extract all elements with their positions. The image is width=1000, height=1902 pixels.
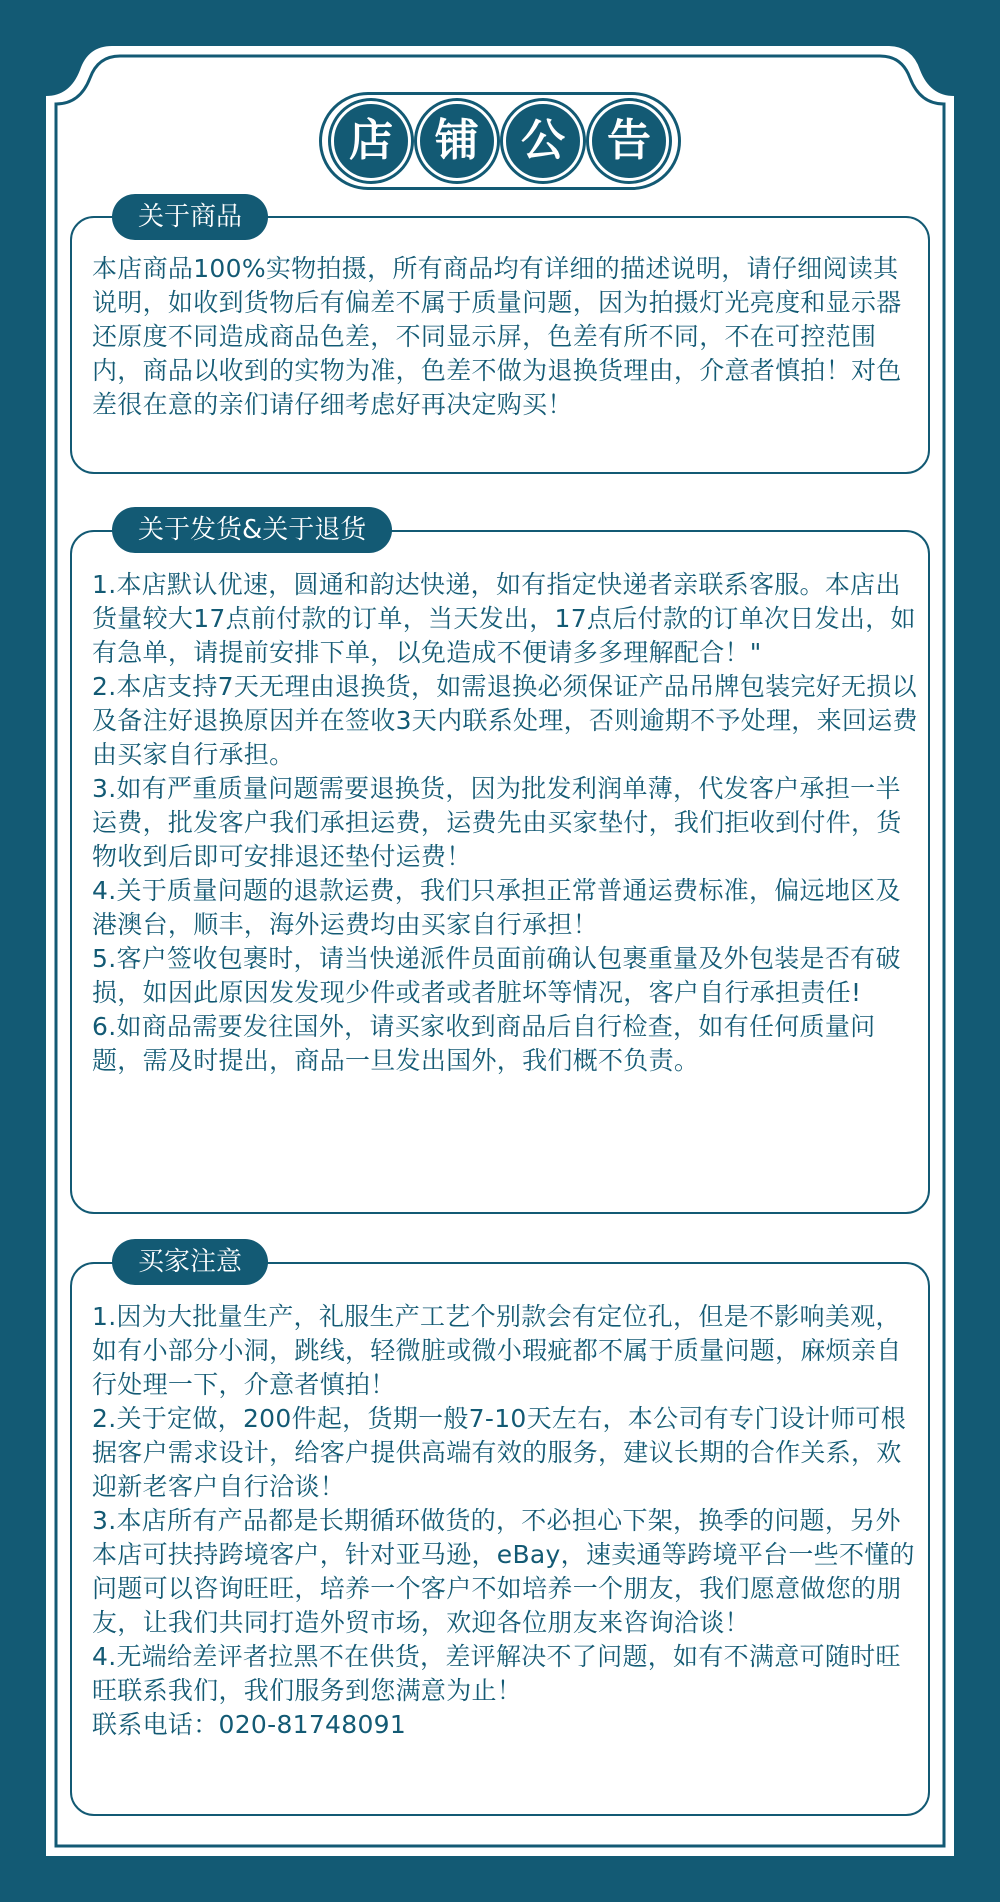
title-badge-group — [319, 92, 681, 190]
section-shipping-tab: 关于发货&关于退货 — [112, 507, 392, 553]
paragraph: 1.因为大批量生产，礼服生产工艺个别款会有定位孔，但是不影响美观，如有小部分小洞，跳线，轻微脏或微小瑕疵都不属于质量问题，麻烦亲自行处理一下，介意者慎拍！ — [92, 1302, 902, 1399]
section-product-text — [92, 252, 920, 422]
contact-phone: 联系电话：020-81748091 — [92, 1710, 407, 1739]
paragraph: 5.客户签收包裹时，请当快递派件员面前确认包裹重量及外包装是否有破损，如因此原因发发现少件或者或者脏坏等情况，客户自行承担责任! — [92, 944, 901, 1007]
title-char: 铺 — [417, 101, 497, 181]
section-buyer-tab: 买家注意 — [112, 1239, 268, 1285]
paragraph: 2.关于定做，200件起，货期一般7-10天左右，本公司有专门设计师可根据客户需求设计，给客户提供高端有效的服务，建议长期的合作关系，欢迎新老客户自行洽谈！ — [92, 1404, 907, 1501]
paragraph: 3.本店所有产品都是长期循环做货的，不必担心下架，换季的问题，另外本店可扶持跨境客户，针对亚马逊，eBay，速卖通等跨境平台一些不懂的问题可以咨询旺旺，培养一个客户不如培养一个朋友，我们愿意做您的朋友，让我们共同打造外贸市场，欢迎各位朋友来咨询洽谈！ — [92, 1506, 915, 1637]
title-char: 店 — [331, 101, 411, 181]
paragraph: 1.本店默认优速，圆通和韵达快递，如有指定快递者亲联系客服。本店出货量较大17点前付款的订单，当天发出，17点后付款的订单次日发出，如有急单，请提前安排下单，以免造成不便请多多理解配合！" — [92, 570, 916, 667]
paragraph: 3.如有严重质量问题需要退换货，因为批发利润单薄，代发客户承担一半运费，批发客户我们承担运费，运费先由买家垫付，我们拒收到付件，货物收到后即可安排退还垫付运费！ — [92, 774, 902, 871]
paragraph: 2.本店支持7天无理由退换货，如需退换必须保证产品吊牌包装完好无损以及备注好退换原因并在签收3天内联系处理，否则逾期不予处理，来回运费由买家自行承担。 — [92, 672, 918, 769]
paragraph: 6.如商品需要发往国外，请买家收到商品后自行检查，如有任何质量问题，需及时提出，商品一旦发出国外，我们概不负责。 — [92, 1012, 876, 1075]
paragraph: 本店商品100%实物拍摄，所有商品均有详细的描述说明，请仔细阅读其说明，如收到货物后有偏差不属于质量问题，因为拍摄灯光亮度和显示器还原度不同造成商品色差，不同显示屏，色差有所不同，不在可控范围内，商品以收到的实物为准，色差不做为退换货理由，介意者慎拍！对色差很在意的亲们请仔细考虑好再决定购买！ — [92, 254, 902, 419]
title-char: 公 — [503, 101, 583, 181]
section-buyer-text — [92, 1300, 920, 1742]
title-char: 告 — [589, 101, 669, 181]
paragraph: 4.无端给差评者拉黑不在供货，差评解决不了问题，如有不满意可随时旺旺联系我们，我们服务到您满意为止！ — [92, 1642, 901, 1705]
section-product-tab: 关于商品 — [112, 194, 268, 240]
page-title — [0, 92, 1000, 190]
section-shipping-text — [92, 568, 920, 1078]
paragraph: 4.关于质量问题的退款运费，我们只承担正常普通运费标准，偏远地区及港澳台，顺丰，海外运费均由买家自行承担！ — [92, 876, 901, 939]
